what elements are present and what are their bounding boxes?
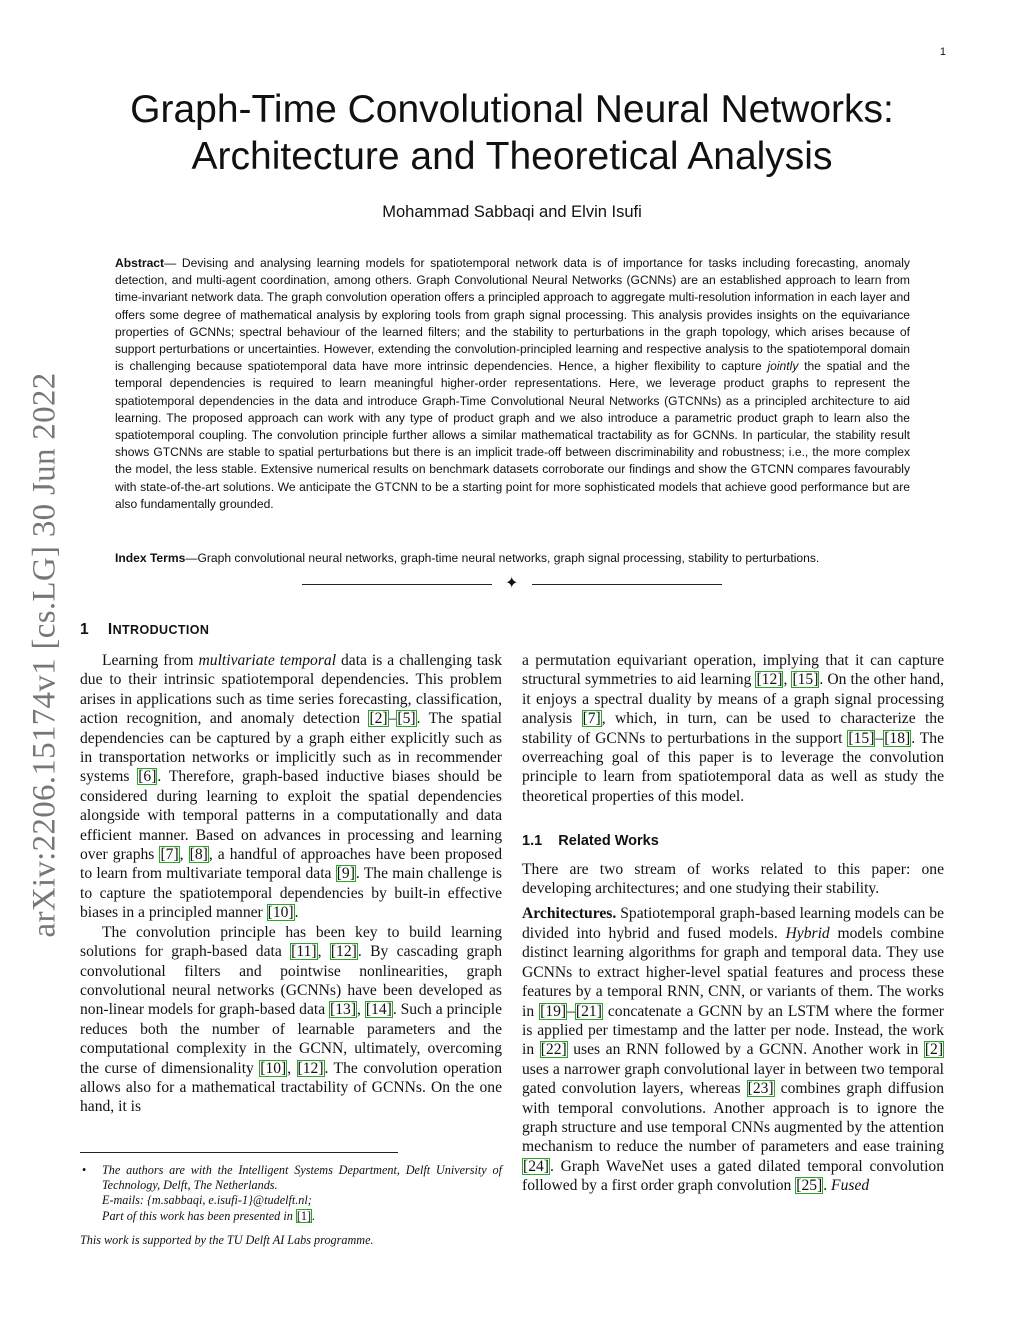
abstract-text-2: the spatial and the temporal dependencies is required to learn meaningful higher-order representations. Here, we leverage product graphs to represent the spatiotemporal dependencies in the data and introduce Graph-Time Convolutional Neural Networks (GTCNNs) as a principled architecture to aid learning. The proposed approach can work with any type of product graph and we also introduce a parametric product graph to learn also the spatiotemporal coupling. The convolution principle further allows a similar mathematical tractability as for GCNNs. In particular, the stability result shows GTCNNs are stable to spatial perturbations but there is an implicit trade-off between discriminability and robustness; i.e., the more complex the model, the less stable. Extensive numerical results on benchmark datasets corroborate our findings and show the GTCNN compares favourably with state-of-the-art solutions. We anticipate the GTCNN to be a starting point for more sophisticated models that achieve good performance but are also fundamentally grounded. (115, 359, 910, 511)
citation-link[interactable]: [14] (365, 1001, 392, 1019)
citation-link[interactable]: [12] (756, 671, 783, 689)
footnote: • The authors are with the Intelligent Systems Department, Delft University of Technology, Delft, The Netherlands. E-mails: {m.sabbaqi, e.isufi-1}@tudelft.nl; Part of this work has been presented in [1]. (82, 1163, 502, 1223)
citation-link[interactable]: [7] (160, 846, 179, 864)
citation-link[interactable]: [19] (540, 1002, 567, 1020)
authors: Mohammad Sabbaqi and Elvin Isufi (382, 203, 642, 221)
citation-link[interactable]: [15] (848, 729, 875, 747)
abstract: Abstract— Devising and analysing learning models for spatiotemporal network data is of importance for tasks including forecasting, anomaly detection, and multi-agent coordination, among others. Graph Convolutional Neural Networks (GCNNs) are an established approach to learn from time-invariant network data. The graph convolution operation offers a principled approach to aggregate multi-resolution information in each layer and offers some degree of mathematical analysis by exploring tools from graph signal processing. This analysis provides insights on the equivariance properties of GCNNs; spectral behaviour of the learned filters; and the stability to perturbations in the graph topology, which arises because of support perturbations or uncertainties. However, extending the convolution-principled learning and respective analysis to the spatiotemporal domain is challenging because spatiotemporal data have more intrinsic dependencies. Hence, a higher flexibility to capture jointly the spatial and the temporal dependencies is required to learn meaningful higher-order representations. Here, we leverage product graphs to represent the spatiotemporal dependencies in the data and introduce Graph-Time Convolutional Neural Networks (GTCNNs) as a principled architecture to aid learning. The proposed approach can work with any type of product graph and we also introduce a parametric product graph to learn also the spatiotemporal coupling. The convolution principle further allows a similar mathematical tractability as for GCNNs. In particular, the stability result shows GTCNNs are stable to spatial perturbations but there is an implicit trade-off between discriminability and robustness; i.e., the more complex the model, the less stable. Extensive numerical results on benchmark datasets corroborate our findings and show the GTCNN compares favourably with state-of-the-art solutions. We anticipate the GTCNN to be a starting point for more sophisticated models that achieve good performance but are also fundamentally grounded. (115, 256, 910, 511)
funding-note: This work is supported by the TU Delft AI Labs programme. (80, 1233, 374, 1247)
abstract-text-1: Devising and analysing learning models for spatiotemporal network data is of importance for tasks including forecasting, anomaly detection, and multi-agent coordination, among others. Graph Convolutional Neural Networks (GCNNs) are an established approach to learn from time-invariant network data. The graph convolution operation offers a principled approach to aggregate multi-resolution information in each layer and offers some degree of mathematical analysis by exploring tools from graph signal processing. This analysis provides insights on the equivariance properties of GCNNs; spectral behaviour of the learned filters; and the stability to perturbations in the graph topology, which arises because of support perturbations or uncertainties. However, extending the convolution-principled learning and respective analysis to the spatiotemporal domain is challenging because spatiotemporal data have more intrinsic dependencies. Hence, a higher flexibility to capture (115, 256, 910, 374)
citation-link[interactable]: [15] (792, 671, 819, 689)
section-heading-introduction: 1 INTRODUCTION (80, 621, 210, 638)
page-number: 1 (939, 46, 946, 58)
citation-link[interactable]: [25] (796, 1177, 823, 1195)
paper-title (80, 86, 944, 180)
paragraph: Learning from multivariate temporal data is a challenging task due to their intrinsic spatiotemporal dependencies. This problem arises in applications such as time series forecasting, classification, action recognition, and anomaly detection [2]–[5]. The spatial dependencies can be captured by a graph either explicitly such as in transportation networks or implicitly such as in recommender systems [6]. Therefore, graph-based inductive biases should be considered during learning to exploit the spatial dependencies alongside with temporal patterns in a computationally and data efficient manner. Based on advances in processing and learning over graphs [7], [8], a handful of approaches have been proposed to learn from multivariate temporal data [9]. The main challenge is to capture the spatiotemporal dependencies by built-in effective biases in a principled manner [10]. (80, 652, 503, 922)
citation-link[interactable]: [9] (336, 865, 355, 883)
footnote-rule (80, 1152, 398, 1153)
citation-link[interactable]: [1] (296, 1208, 312, 1223)
arxiv-sidebar (10, 0, 80, 1325)
abstract-label: Abstract (115, 256, 165, 270)
footnote-bullet: • (82, 1163, 87, 1177)
citation-link[interactable]: [18] (884, 729, 911, 747)
citation-link[interactable]: [24] (523, 1157, 549, 1175)
title-line-1: Graph-Time Convolutional Neural Networks: (130, 88, 894, 131)
citation-link[interactable]: [8] (189, 846, 208, 864)
divider-line-right (532, 584, 722, 585)
citation-link[interactable]: [2] (369, 710, 388, 728)
arxiv-identifier: arXiv:2206.15174v1 [cs.LG] 30 Jun 2022 (26, 372, 63, 938)
citation-link[interactable]: [23] (747, 1080, 774, 1098)
citation-link[interactable]: [12] (330, 943, 357, 961)
citation-link[interactable]: [5] (397, 710, 416, 728)
citation-link[interactable]: [12] (297, 1059, 324, 1077)
left-column (80, 651, 502, 1117)
citation-link[interactable]: [11] (291, 943, 317, 961)
citation-link[interactable]: [7] (582, 710, 601, 728)
subsection-heading-related-works: 1.1 Related Works (522, 833, 659, 850)
section-divider (302, 575, 722, 595)
citation-link[interactable]: [2] (924, 1041, 944, 1059)
index-terms: Index Terms—Graph convolutional neural networks, graph-time neural networks, graph signal processing, stability to perturbations. (115, 551, 820, 565)
title-line-2: Architecture and Theoretical Analysis (191, 135, 833, 178)
paragraph: Architectures. Spatiotemporal graph-based learning models can be divided into hybrid and fused models. Hybrid models combine distinct learning algorithms for graph and temporal data. They use GCNNs to extract higher-level spatial features and process these features by a temporal RNN, CNN, or variants of them. The works in [19]–[21] concatenate a GCNN by an LSTM where the former is applied per timestamp and the latter per node. Instead, the work in [22] uses an RNN followed by a GCNN. Another work in [2] uses a narrower graph convolutional layer in between two temporal gated convolution layers, whereas [23] combines graph diffusion with temporal convolutions. Another approach is to ignore the graph structure and use temporal CNNs augmented by the attention mechanism to reduce the number of parameters and ease training [24]. Graph WaveNet uses a gated dilated temporal convolution followed by a first order graph convolution [25]. Fused (522, 905, 944, 1195)
divider-diamond-icon: ✦ (505, 575, 519, 592)
divider-line-left (302, 584, 492, 585)
citation-link[interactable]: [6] (138, 768, 157, 786)
citation-link[interactable]: [22] (540, 1041, 567, 1059)
citation-link[interactable]: [10] (267, 904, 294, 922)
paragraph: The convolution principle has been key to build learning solutions for graph-based data [11], [12]. By cascading graph convolutional filters and pointwise nonlinearities, graph convolutional neural networks (GCNNs) have been developed as non-linear models for graph-based data [13], [14]. Such a principle reduces both the number of learnable parameters and the computational complexity in the GCNN, ultimately, overcoming the curse of dimensionality [10], [12]. The convolution operation allows also for a mathematical tractability of GCNNs. On the one hand, it is (80, 923, 502, 1116)
abstract-emphasis: jointly (767, 359, 799, 374)
index-terms-label: Index Terms (115, 551, 186, 565)
citation-link[interactable]: [10] (260, 1059, 287, 1077)
paragraph: There are two stream of works related to this paper: one developing architectures; and one studying their stability. (522, 860, 944, 898)
citation-link[interactable]: [13] (330, 1001, 357, 1019)
citation-link[interactable]: [21] (575, 1002, 602, 1020)
paragraph: a permutation equivariant operation, implying that it can capture structural symmetries to aid learning [12], [15]. On the other hand, it enjoys a spectral duality by means of a graph signal processing analysis [7], which, in turn, can be used to characterize the stability of GCNNs to perturbations in the support [15]–[18]. The overreaching goal of this paper is to leverage the convolution principle to learn from spatiotemporal data as well as study the theoretical properties of this model. (522, 652, 945, 805)
right-column (522, 651, 944, 1196)
